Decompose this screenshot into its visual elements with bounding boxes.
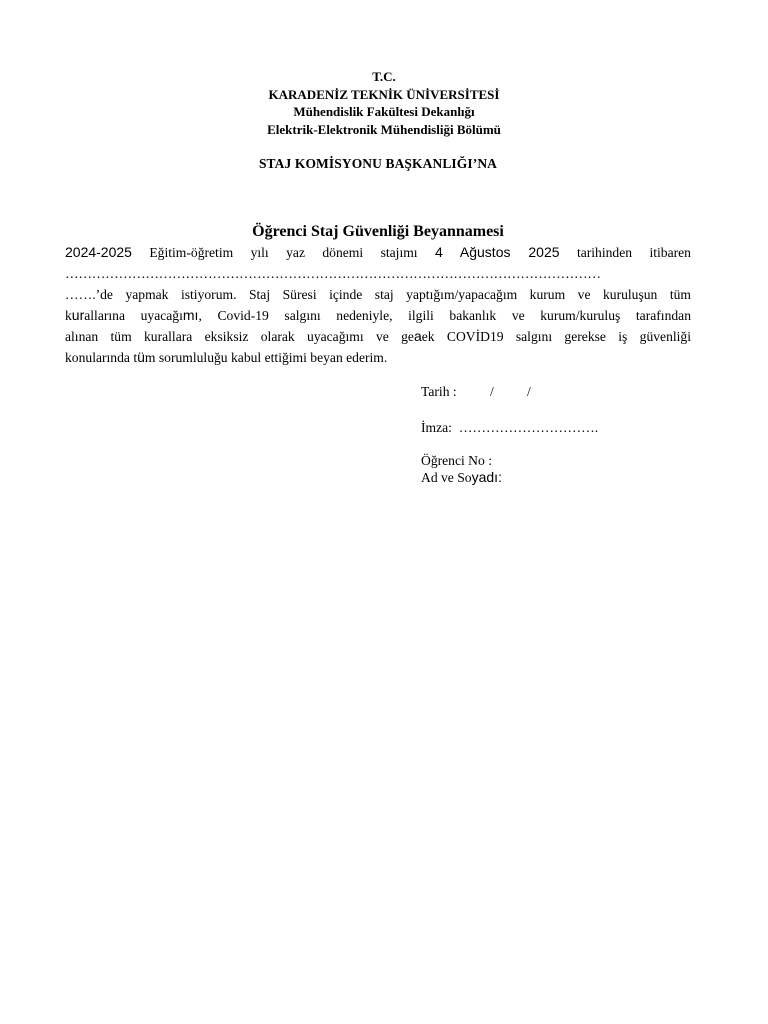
name-surname-label: yadı: bbox=[471, 469, 502, 485]
paragraph-text: a bbox=[413, 328, 422, 344]
paragraph-text: alınan tüm kurallara eksiksiz olarak uyacağımı ve ge bbox=[65, 329, 414, 344]
header-line-tc: T.C. bbox=[372, 69, 396, 84]
paragraph-text: k bbox=[65, 308, 72, 323]
paragraph-text: ek COVİD19 salgını gerekse iş güvenliği bbox=[421, 329, 691, 344]
paragraph-line bbox=[65, 305, 691, 326]
signature-label: İmza: bbox=[421, 420, 452, 435]
paragraph-text: ü bbox=[137, 349, 145, 365]
signature-blank: …………………………. bbox=[458, 420, 599, 435]
document-header bbox=[0, 68, 768, 138]
academic-year: 2024-2025 bbox=[65, 244, 132, 260]
paragraph-line bbox=[65, 326, 691, 347]
header-line-department: Elektrik-Elektronik Mühendisliği Bölümü bbox=[267, 121, 501, 137]
paragraph-line bbox=[65, 347, 691, 368]
date-separator: / bbox=[527, 384, 531, 399]
internship-start-date: 4 Ağustos 2025 bbox=[434, 244, 560, 260]
date-separator: / bbox=[490, 384, 494, 399]
paragraph-text: m sorumluluğu kabul ettiğimi beyan ederim. bbox=[144, 350, 388, 365]
company-name-blank: ………………………………………………………………………………………………………… bbox=[65, 266, 601, 281]
paragraph-text: tarihinden itibaren bbox=[576, 245, 691, 260]
date-row bbox=[421, 384, 721, 404]
paragraph-text: mı bbox=[182, 307, 199, 323]
header-line-faculty: Mühendislik Fakültesi Dekanlığı bbox=[293, 104, 475, 119]
paragraph-text: konularında t bbox=[65, 350, 138, 365]
name-surname-row bbox=[421, 469, 721, 486]
document-title: Öğrenci Staj Güvenliği Beyannamesi bbox=[252, 223, 504, 240]
paragraph-text: allarına uyacağı bbox=[84, 308, 183, 323]
date-label: Tarih : bbox=[421, 384, 457, 399]
addressee: STAJ KOMİSYONU BAŞKANLIĞI’NA bbox=[258, 156, 498, 171]
student-number-row bbox=[421, 453, 721, 469]
header-line-university: KARADENİZ TEKNİK ÜNİVERSİTESİ bbox=[268, 86, 500, 102]
name-surname-label: Ad ve So bbox=[421, 470, 472, 485]
signature-row bbox=[421, 420, 721, 436]
paragraph-text: ur bbox=[71, 307, 85, 323]
paragraph-line bbox=[65, 242, 691, 263]
declaration-paragraph bbox=[65, 242, 691, 368]
paragraph-text: , Covid-19 salgını nedeniyle, ilgili bakanlık ve kurum/kuruluş tarafından bbox=[198, 308, 692, 323]
signature-block bbox=[421, 384, 721, 486]
paragraph-line: …….’de yapmak istiyorum. Staj Süresi içinde staj yaptığım/yapacağım kurum ve kuruluşun tüm bbox=[65, 287, 691, 302]
student-number-label: Öğrenci No : bbox=[421, 453, 492, 468]
paragraph-text: Eğitim-öğretim yılı yaz dönemi stajımı bbox=[149, 245, 418, 260]
